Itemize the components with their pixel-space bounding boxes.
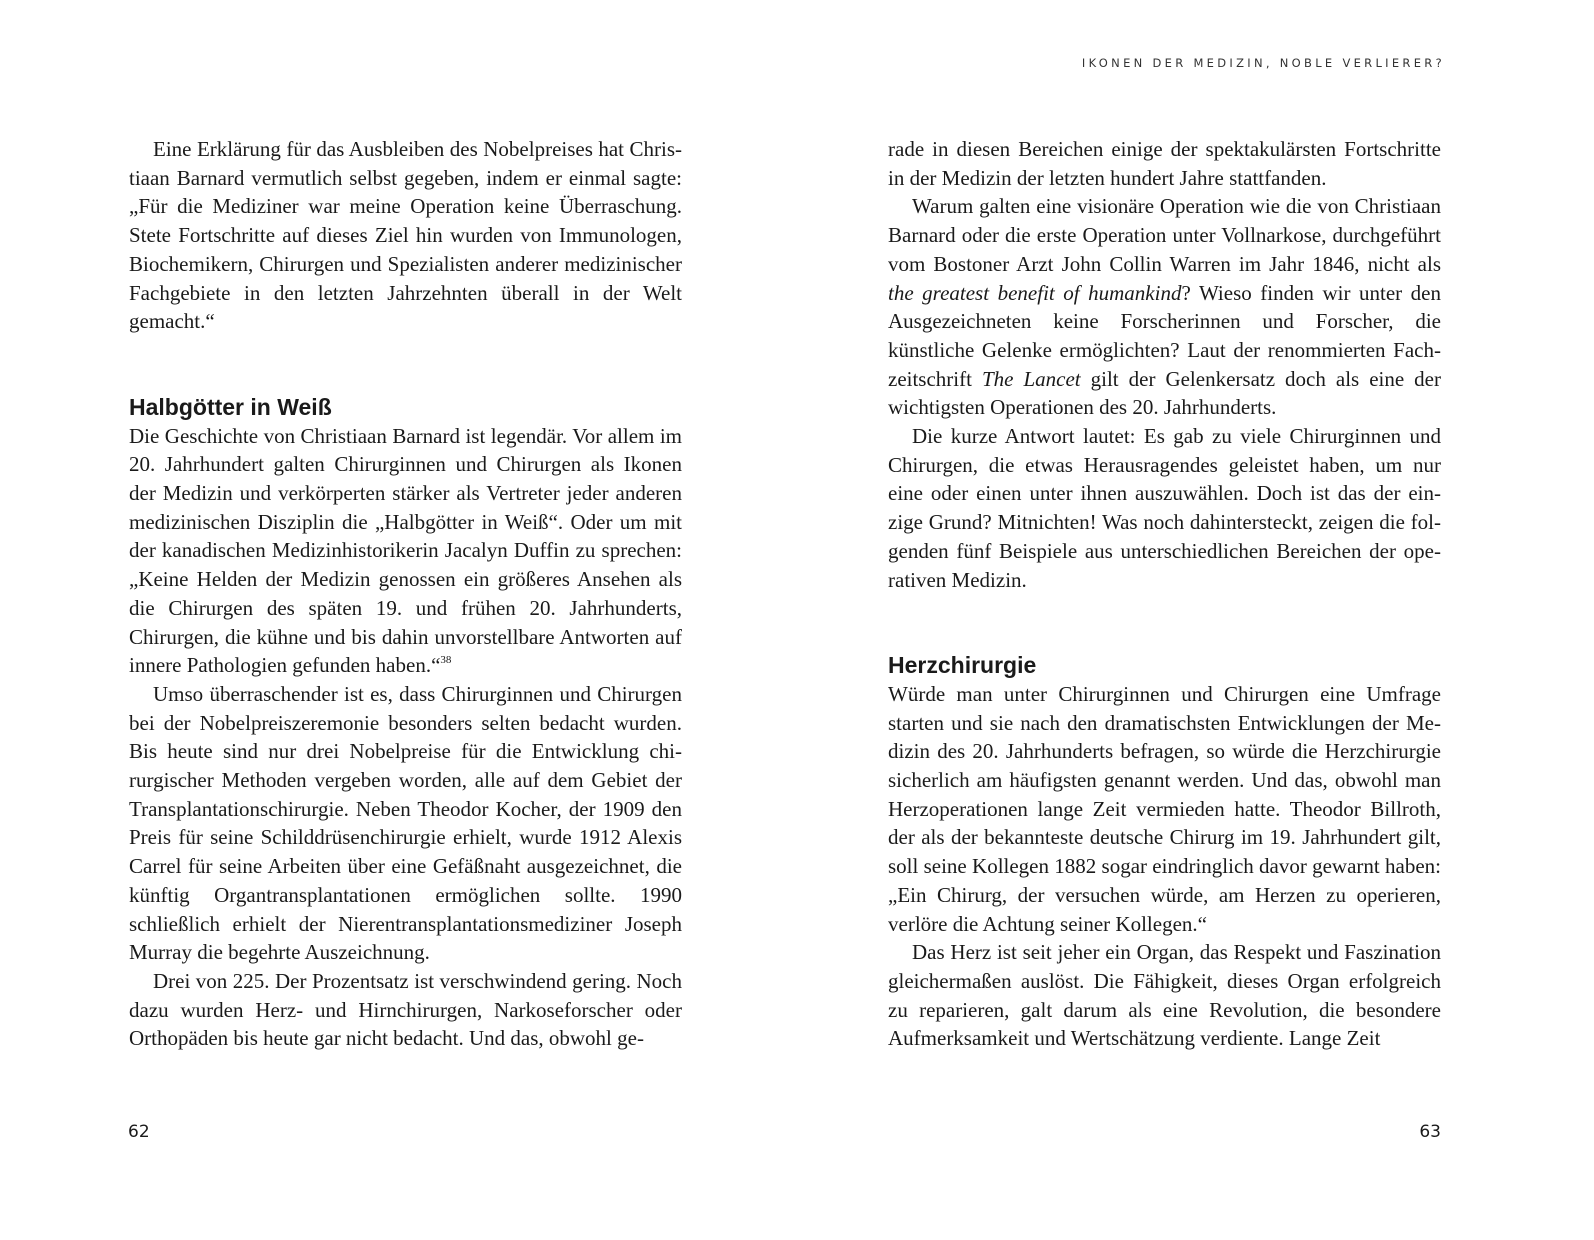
paragraph: Würde man unter Chirurginnen und Chirurgen eine Umfrage starten und sie nach den dramatischsten Entwicklungen der Medizin des 20. Jahrhunderts befragen, so würde die Herzchirurgie sicherlich am häufigsten genannt werden. Und das, obwohl man Herzoperationen lange Zeit vermieden hatte. Theodor Billroth, der als der bekannteste deutsche Chirurg im 19. Jahrhundert gilt, soll seine Kollegen 1882 sogar eindringlich davor gewarnt haben: „Ein Chirurg, der versuchen würde, am Herzen zu operieren, verlöre die Achtung seiner Kollegen.“ — [888, 681, 1441, 936]
paragraph-text: Die Geschichte von Christiaan Barnard ist legendär. Vor allem im 20. Jahrhundert galten Chirurginnen und Chirurgen als Ikonen der Medizin und verkörperten stärker als Vertreter jeder anderen medizinischen Disziplin die „Halbgötter in Weiß“. Oder um mit der kanadischen Medizinhistorikerin Jacalyn Duffin zu sprechen: „Keine Helden der Medizin genossen ein größeres Ansehen als die Chirurgen des späten 19. und frühen 20. Jahrhunderts, Chirurgen, die kühne und bis dahin unvorstellbare Antworten auf innere Pathologien gefunden haben.“ — [129, 423, 682, 678]
paragraph: Die kurze Antwort lautet: Es gab zu viele Chirurginnen und Chirurgen, die etwas Herausragendes geleistet haben, um nur eine oder einen unter ihnen auszuwählen. Doch ist das der einzige Grund? Mitnichten! Was noch dahintersteckt, zeigen die folgenden fünf Beispiele aus unterschiedlichen Bereichen der operativen Medizin. — [888, 424, 1441, 592]
right-text-column — [888, 135, 1441, 1053]
paragraph: Eine Erklärung für das Ausbleiben des Nobelpreises hat Christiaan Barnard vermutlich selbst gegeben, indem er einmal sagte: „Für die Mediziner war meine Operation keine Überraschung. Stete Fortschritte auf dieses Ziel hin wurden von Immunologen, Biochemikern, Chirurgen und Spezialisten anderer medizinischer Fachgebiete in den letzten Jahrzehnten überall in der Welt gemacht.“ — [129, 137, 682, 334]
section-gap — [888, 594, 1441, 651]
paragraph: Drei von 225. Der Prozentsatz ist verschwindend gering. Noch dazu wurden Herz- und Hirnchirurgen, Narkoseforscher oder Orthopäden bis heute gar nicht bedacht. Und das, obwohl ge- — [129, 968, 682, 1051]
section-heading: Herzchirurgie — [888, 652, 1037, 679]
paragraph: Das Herz ist seit jeher ein Organ, das Respekt und Faszination gleichermaßen auslöst. Die Fähigkeit, dieses Organ erfolgreich zu reparieren, galt darum als eine Revolution, die besondere Aufmerksamkeit und Wertschätzung verdiente. Lange Zeit — [888, 940, 1441, 1051]
paragraph-text: ? Wieso finden wir unter den Ausgezeichneten keine Forscherinnen und Forscher, die künstliche Gelenke ermöglichten? Laut der renommierten Fachzeitschrift — [888, 280, 1441, 391]
paragraph: Umso überraschender ist es, dass Chirurginnen und Chirurgen bei der Nobelpreiszeremonie besonders selten bedacht wurden. Bis heute sind nur drei Nobelpreise für die Entwicklung chirurgischer Methoden vergeben worden, alle auf dem Gebiet der Transplantationschirurgie. Neben Theodor Kocher, der 1909 den Preis für seine Schilddrüsenchirurgie erhielt, wurde 1912 Alexis Carrel für seine Arbeiten über eine Gefäßnaht ausgezeichnet, die künftig Organtransplantationen ermöglichen sollte. 1990 schließlich erhielt der Nierentransplantationsmediziner Joseph Murray die begehrte Auszeichnung. — [129, 681, 682, 965]
paragraph — [888, 192, 1441, 422]
page-number: 62 — [128, 1122, 150, 1142]
paragraph-text: Warum galten eine visionäre Operation wie die von Christiaan Barnard oder die erste Operation unter Vollnarkose, durchgeführt vom Bostoner Arzt John Collin Warren im Jahr 1846, nicht als — [888, 194, 1441, 276]
paragraph: rade in diesen Bereichen einige der spektakulärsten Fortschritte in der Medizin der letzten hundert Jahre stattfanden. — [888, 137, 1441, 190]
footnote-reference: 38 — [440, 654, 452, 667]
right-page — [797, 0, 1594, 1240]
section-gap — [129, 336, 682, 393]
paragraph — [129, 422, 682, 680]
journal-title: The Lancet — [981, 366, 1081, 391]
left-text-column — [129, 135, 682, 1053]
section-heading: Halbgötter in Weiß — [129, 393, 332, 420]
running-head: IKONEN DER MEDIZIN, NOBLE VERLIERER? — [1081, 56, 1445, 70]
page-number: 63 — [1419, 1122, 1441, 1142]
paragraph-text: gilt der Gelenkersatz doch als eine der wichtigsten Operationen des 20. Jahrhunderts. — [888, 366, 1441, 420]
italic-phrase: the greatest benefit of humankind — [888, 280, 1182, 305]
